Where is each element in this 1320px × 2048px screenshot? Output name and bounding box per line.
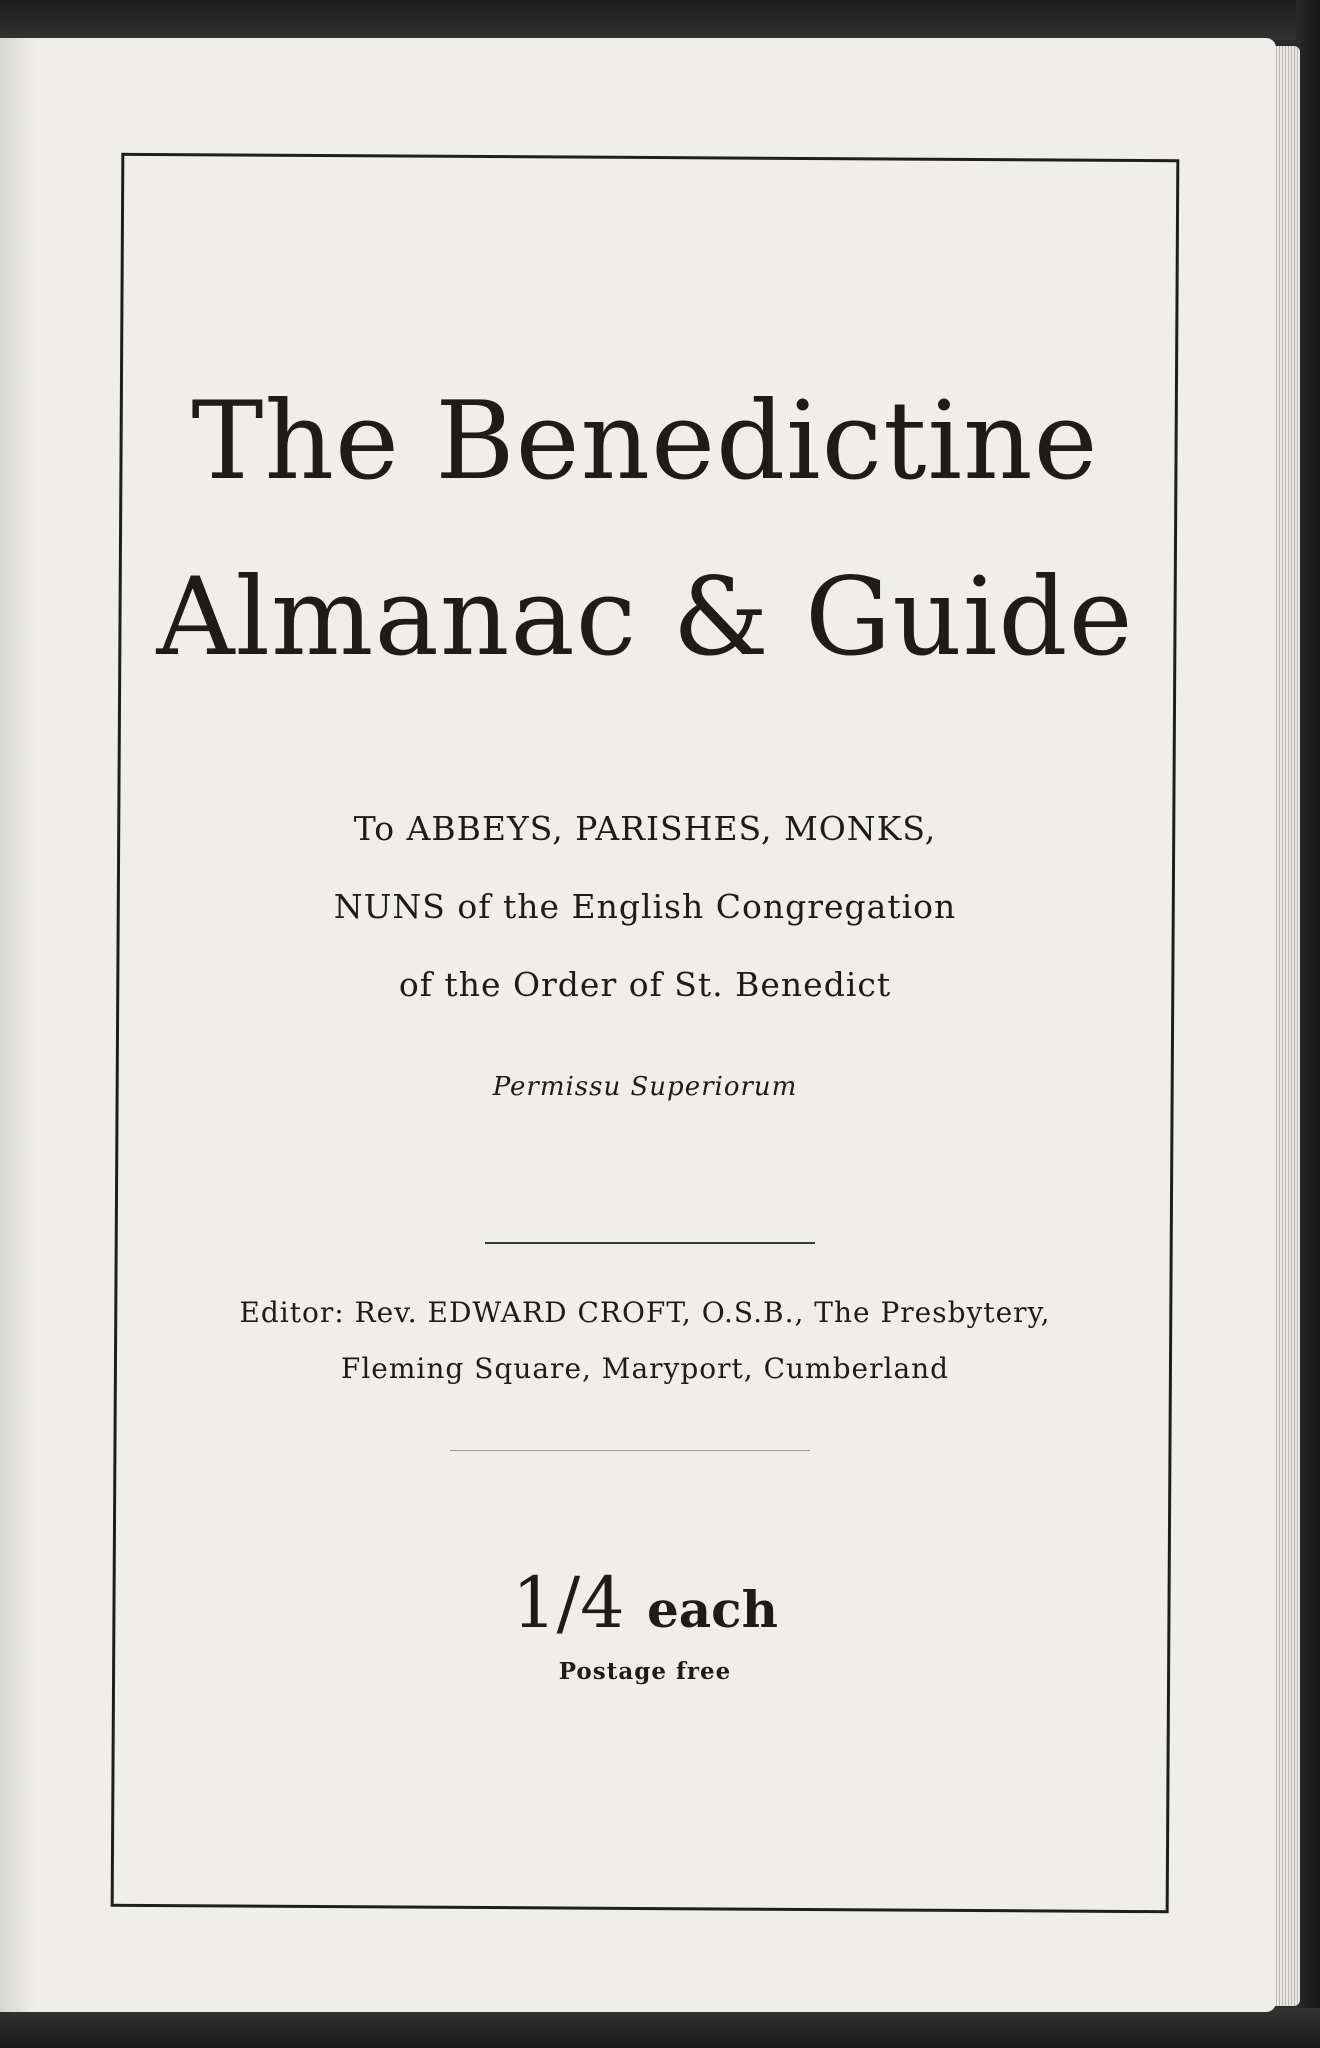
- price: [120, 1562, 1170, 1644]
- editor-line-1: Editor: Rev. EDWARD CROFT, O.S.B., The Presbytery,: [239, 1296, 1051, 1329]
- price-amount: 1/4: [512, 1562, 625, 1644]
- book-binding-bottom: [0, 2008, 1320, 2048]
- title-line-1: The Benedictine: [191, 379, 1099, 504]
- title-line-2: Almanac & Guide: [156, 555, 1134, 680]
- gutter-shadow: [0, 38, 36, 2012]
- price-unit: each: [646, 1580, 778, 1639]
- editor-line-2: Fleming Square, Maryport, Cumberland: [340, 1352, 950, 1385]
- permission-line: Permissu Superiorum: [492, 1072, 798, 1102]
- divider-rule-faint: [450, 1450, 810, 1451]
- subtitle-line-2: NUNS of the English Congregation: [333, 887, 957, 926]
- subtitle-line-1: To ABBEYS, PARISHES, MONKS,: [353, 809, 937, 848]
- postage-note: Postage free: [558, 1658, 732, 1685]
- title-page-content: [120, 160, 1170, 1900]
- subtitle-line-3: of the Order of St. Benedict: [398, 965, 892, 1004]
- divider-rule: [485, 1242, 815, 1244]
- book-binding-top: [0, 0, 1320, 40]
